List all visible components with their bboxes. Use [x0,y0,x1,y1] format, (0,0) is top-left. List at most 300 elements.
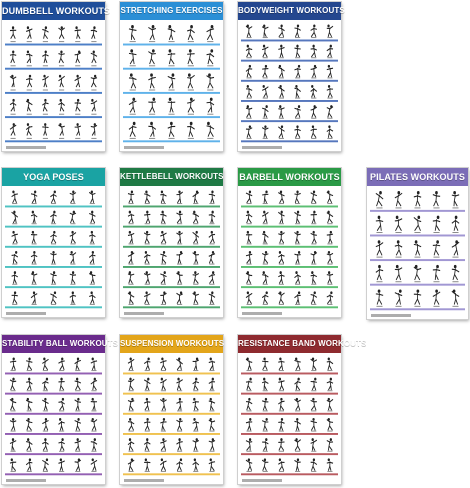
exercise-illustrations [123,188,220,309]
exercise-figure-icon [160,190,166,204]
exercise-figure-icon [246,291,252,305]
exercise-figure-icon [58,378,64,392]
exercise-figure-icon [246,85,252,99]
exercise-figure-icon [70,211,76,225]
poster-barbell [238,168,341,317]
exercise-figure-icon [176,458,182,472]
exercise-figure-icon [129,98,136,115]
exercise-figure-icon [160,357,166,371]
exercise-figure-icon [207,73,214,90]
exercise-figure-icon [128,398,134,412]
exercise-figure-icon [129,49,136,66]
exercise-figure-icon [31,271,37,285]
exercise-figure-icon [50,231,56,245]
exercise-figure-icon [148,73,155,90]
exercise-illustrations [5,188,102,309]
exercise-figure-icon [414,216,421,233]
exercise-illustrations [123,355,220,476]
exercise-figure-icon [294,65,300,79]
exercise-figure-icon [209,251,215,265]
section-divider [370,259,465,261]
poster-title: STRETCHING EXERCISES [120,2,223,20]
exercise-figure-icon [187,98,194,115]
exercise-figure-icon [144,418,150,432]
exercise-figure-icon [26,398,32,412]
exercise-figure-icon [262,378,268,392]
exercise-figure-icon [246,458,252,472]
exercise-figure-icon [128,251,134,265]
section-divider [5,226,102,228]
section-divider [123,286,220,288]
exercise-figure-icon [12,211,18,225]
exercise-figure-icon [10,398,16,412]
poster-title: KETTLEBELL WORKOUTS [120,168,223,186]
exercise-figure-icon [376,289,383,306]
section-divider [5,92,102,94]
exercise-figure-icon [128,211,134,225]
exercise-figure-icon [311,418,317,432]
poster-title: SUSPENSION WORKOUTS [120,335,223,353]
exercise-figure-icon [187,25,194,42]
exercise-figure-icon [452,289,459,306]
exercise-figure-icon [278,105,284,119]
exercise-figure-icon [26,418,32,432]
figure-grid [5,22,102,143]
section-divider [123,413,220,415]
section-divider [123,453,220,455]
exercise-figure-icon [160,271,166,285]
exercise-figure-icon [193,357,199,371]
exercise-figure-icon [327,251,333,265]
exercise-figure-icon [128,438,134,452]
section-divider [241,80,338,82]
exercise-figure-icon [294,438,300,452]
exercise-figure-icon [278,211,284,225]
exercise-figure-icon [10,123,16,139]
exercise-figure-icon [129,25,136,42]
exercise-figure-icon [75,123,81,139]
exercise-figure-icon [209,291,215,305]
exercise-figure-icon [91,26,97,42]
exercise-figure-icon [58,99,64,115]
exercise-figure-icon [160,458,166,472]
section-divider [5,246,102,248]
exercise-figure-icon [128,190,134,204]
exercise-figure-icon [128,271,134,285]
exercise-figure-icon [26,357,32,371]
exercise-figure-icon [294,190,300,204]
section-divider [123,373,220,375]
poster-suspension [120,335,223,484]
exercise-figure-icon [75,438,81,452]
exercise-figure-icon [91,398,97,412]
exercise-figure-icon [209,231,215,245]
exercise-figure-icon [395,289,402,306]
poster-title: PILATES WORKOUTS [367,168,468,186]
exercise-figure-icon [42,123,48,139]
exercise-illustrations [241,22,338,143]
section-divider [5,44,102,46]
exercise-figure-icon [294,378,300,392]
poster-stability-ball [2,335,119,484]
exercise-figure-icon [209,190,215,204]
exercise-figure-icon [168,122,175,139]
exercise-figure-icon [58,123,64,139]
exercise-figure-icon [327,231,333,245]
exercise-figure-icon [193,418,199,432]
exercise-figure-icon [160,418,166,432]
poster-title: RESISTANCE BAND WORKOUTS [238,335,341,353]
section-divider [241,246,338,248]
exercise-figure-icon [176,231,182,245]
exercise-figure-icon [42,438,48,452]
poster-bodyweight [238,2,345,151]
exercise-figure-icon [414,265,421,282]
figure-grid [123,355,220,476]
exercise-figure-icon [42,458,48,472]
exercise-figure-icon [160,231,166,245]
exercise-figure-icon [395,216,402,233]
section-divider [241,393,338,395]
section-divider [241,373,338,375]
exercise-figure-icon [144,398,150,412]
exercise-figure-icon [10,99,16,115]
exercise-figure-icon [176,291,182,305]
exercise-figure-icon [376,265,383,282]
exercise-figure-icon [70,231,76,245]
poster-footer [6,479,46,482]
exercise-figure-icon [294,251,300,265]
exercise-figure-icon [193,211,199,225]
exercise-figure-icon [433,191,440,208]
figure-grid [5,355,102,476]
exercise-figure-icon [294,85,300,99]
exercise-figure-icon [262,418,268,432]
exercise-figure-icon [327,398,333,412]
exercise-figure-icon [168,25,175,42]
exercise-figure-icon [433,240,440,257]
exercise-figure-icon [176,378,182,392]
exercise-figure-icon [129,122,136,139]
exercise-figure-icon [278,418,284,432]
section-divider [370,210,465,212]
exercise-figure-icon [10,357,16,371]
section-divider [123,206,220,208]
exercise-figure-icon [294,291,300,305]
exercise-figure-icon [91,418,97,432]
section-divider [5,68,102,70]
exercise-figure-icon [262,105,268,119]
section-divider [5,286,102,288]
exercise-figure-icon [176,190,182,204]
exercise-figure-icon [168,73,175,90]
poster-pilates [367,168,468,319]
section-divider [241,453,338,455]
exercise-figure-icon [311,24,317,38]
exercise-figure-icon [91,51,97,67]
exercise-figure-icon [278,398,284,412]
exercise-figure-icon [193,458,199,472]
section-divider [241,140,338,142]
exercise-figure-icon [327,438,333,452]
exercise-figure-icon [452,191,459,208]
exercise-figure-icon [327,65,333,79]
exercise-figure-icon [89,251,95,265]
exercise-figure-icon [144,271,150,285]
exercise-figure-icon [12,271,18,285]
exercise-figure-icon [311,105,317,119]
section-divider [5,413,102,415]
exercise-figure-icon [278,357,284,371]
exercise-figure-icon [262,85,268,99]
exercise-figure-icon [246,418,252,432]
exercise-figure-icon [12,231,18,245]
section-divider [5,373,102,375]
section-divider [5,433,102,435]
exercise-figure-icon [42,418,48,432]
exercise-figure-icon [262,291,268,305]
exercise-figure-icon [176,357,182,371]
exercise-figure-icon [89,190,95,204]
exercise-figure-icon [246,251,252,265]
exercise-figure-icon [70,251,76,265]
exercise-figure-icon [26,378,32,392]
exercise-figure-icon [311,251,317,265]
section-divider [241,266,338,268]
exercise-figure-icon [91,75,97,91]
exercise-figure-icon [58,51,64,67]
exercise-figure-icon [311,271,317,285]
exercise-figure-icon [176,438,182,452]
exercise-figure-icon [193,231,199,245]
exercise-figure-icon [31,190,37,204]
exercise-figure-icon [187,73,194,90]
exercise-figure-icon [128,231,134,245]
exercise-figure-icon [246,357,252,371]
exercise-figure-icon [129,73,136,90]
figure-grid [241,22,338,143]
section-divider [241,100,338,102]
exercise-figure-icon [327,418,333,432]
section-divider [241,120,338,122]
exercise-figure-icon [327,190,333,204]
figure-grid [123,188,220,309]
exercise-figure-icon [26,458,32,472]
exercise-figure-icon [42,26,48,42]
exercise-figure-icon [311,438,317,452]
section-divider [241,60,338,62]
exercise-figure-icon [452,216,459,233]
exercise-figure-icon [128,458,134,472]
exercise-figure-icon [262,125,268,139]
exercise-figure-icon [31,291,37,305]
exercise-figure-icon [176,211,182,225]
exercise-illustrations [370,188,465,311]
exercise-figure-icon [376,191,383,208]
exercise-figure-icon [148,49,155,66]
figure-grid [241,355,338,476]
poster-footer [124,312,164,315]
exercise-figure-icon [294,398,300,412]
exercise-figure-icon [10,458,16,472]
poster-title: STABILITY BALL WORKOUTS [2,335,105,353]
figure-grid [370,188,465,311]
exercise-figure-icon [148,25,155,42]
exercise-figure-icon [376,216,383,233]
exercise-figure-icon [327,45,333,59]
exercise-figure-icon [294,45,300,59]
exercise-figure-icon [262,45,268,59]
exercise-figure-icon [262,231,268,245]
exercise-figure-icon [395,240,402,257]
section-divider [370,234,465,236]
section-divider [241,206,338,208]
exercise-figure-icon [207,25,214,42]
exercise-figure-icon [209,418,215,432]
exercise-figure-icon [89,231,95,245]
exercise-figure-icon [75,26,81,42]
exercise-figure-icon [75,51,81,67]
exercise-figure-icon [327,24,333,38]
exercise-figure-icon [246,438,252,452]
exercise-figure-icon [294,458,300,472]
section-divider [5,266,102,268]
exercise-figure-icon [91,438,97,452]
exercise-figure-icon [12,251,18,265]
exercise-figure-icon [91,123,97,139]
exercise-figure-icon [327,271,333,285]
poster-title: YOGA POSES [2,168,105,186]
exercise-figure-icon [144,211,150,225]
exercise-figure-icon [26,99,32,115]
exercise-figure-icon [160,251,166,265]
exercise-figure-icon [193,190,199,204]
section-divider [241,413,338,415]
exercise-figure-icon [246,65,252,79]
exercise-figure-icon [278,271,284,285]
exercise-figure-icon [144,251,150,265]
exercise-figure-icon [414,240,421,257]
exercise-figure-icon [311,45,317,59]
exercise-figure-icon [89,291,95,305]
exercise-figure-icon [327,291,333,305]
exercise-figure-icon [209,271,215,285]
poster-stretching [120,2,223,151]
exercise-figure-icon [50,190,56,204]
exercise-figure-icon [128,378,134,392]
exercise-figure-icon [75,418,81,432]
exercise-illustrations [5,355,102,476]
exercise-figure-icon [58,26,64,42]
exercise-figure-icon [42,357,48,371]
exercise-figure-icon [262,438,268,452]
exercise-figure-icon [160,398,166,412]
exercise-figure-icon [176,271,182,285]
exercise-figure-icon [246,378,252,392]
exercise-figure-icon [193,251,199,265]
exercise-figure-icon [187,49,194,66]
poster-footer [242,312,282,315]
exercise-figure-icon [311,125,317,139]
exercise-figure-icon [70,271,76,285]
exercise-figure-icon [70,291,76,305]
exercise-figure-icon [452,240,459,257]
exercise-figure-icon [278,458,284,472]
section-divider [5,393,102,395]
exercise-figure-icon [376,240,383,257]
section-divider [123,266,220,268]
exercise-figure-icon [89,211,95,225]
exercise-figure-icon [311,190,317,204]
section-divider [241,473,338,475]
exercise-figure-icon [207,49,214,66]
exercise-figure-icon [278,378,284,392]
section-divider [123,473,220,475]
exercise-figure-icon [50,271,56,285]
exercise-figure-icon [278,190,284,204]
exercise-figure-icon [246,271,252,285]
poster-footer [124,146,164,149]
exercise-figure-icon [246,105,252,119]
exercise-figure-icon [327,378,333,392]
exercise-figure-icon [262,190,268,204]
exercise-figure-icon [278,438,284,452]
exercise-figure-icon [10,378,16,392]
exercise-figure-icon [207,98,214,115]
poster-resistance-band [238,335,367,484]
exercise-figure-icon [75,378,81,392]
exercise-figure-icon [176,398,182,412]
exercise-figure-icon [10,51,16,67]
exercise-figure-icon [311,291,317,305]
exercise-figure-icon [160,438,166,452]
exercise-figure-icon [91,458,97,472]
section-divider [123,68,220,70]
exercise-figure-icon [278,45,284,59]
exercise-figure-icon [327,105,333,119]
figure-grid [5,188,102,309]
exercise-illustrations [241,355,338,476]
exercise-figure-icon [246,125,252,139]
exercise-figure-icon [294,418,300,432]
exercise-figure-icon [193,291,199,305]
section-divider [5,206,102,208]
exercise-figure-icon [311,398,317,412]
section-divider [5,306,102,308]
exercise-figure-icon [160,378,166,392]
exercise-figure-icon [75,458,81,472]
figure-grid [123,22,220,143]
exercise-figure-icon [168,49,175,66]
exercise-figure-icon [58,398,64,412]
exercise-figure-icon [278,65,284,79]
exercise-figure-icon [128,357,134,371]
exercise-figure-icon [414,191,421,208]
exercise-figure-icon [58,458,64,472]
exercise-figure-icon [42,75,48,91]
exercise-figure-icon [42,51,48,67]
exercise-figure-icon [144,291,150,305]
exercise-figure-icon [31,231,37,245]
section-divider [123,433,220,435]
exercise-figure-icon [58,357,64,371]
exercise-figure-icon [278,125,284,139]
section-divider [5,453,102,455]
section-divider [123,116,220,118]
exercise-figure-icon [42,99,48,115]
exercise-figure-icon [42,398,48,412]
exercise-figure-icon [246,190,252,204]
